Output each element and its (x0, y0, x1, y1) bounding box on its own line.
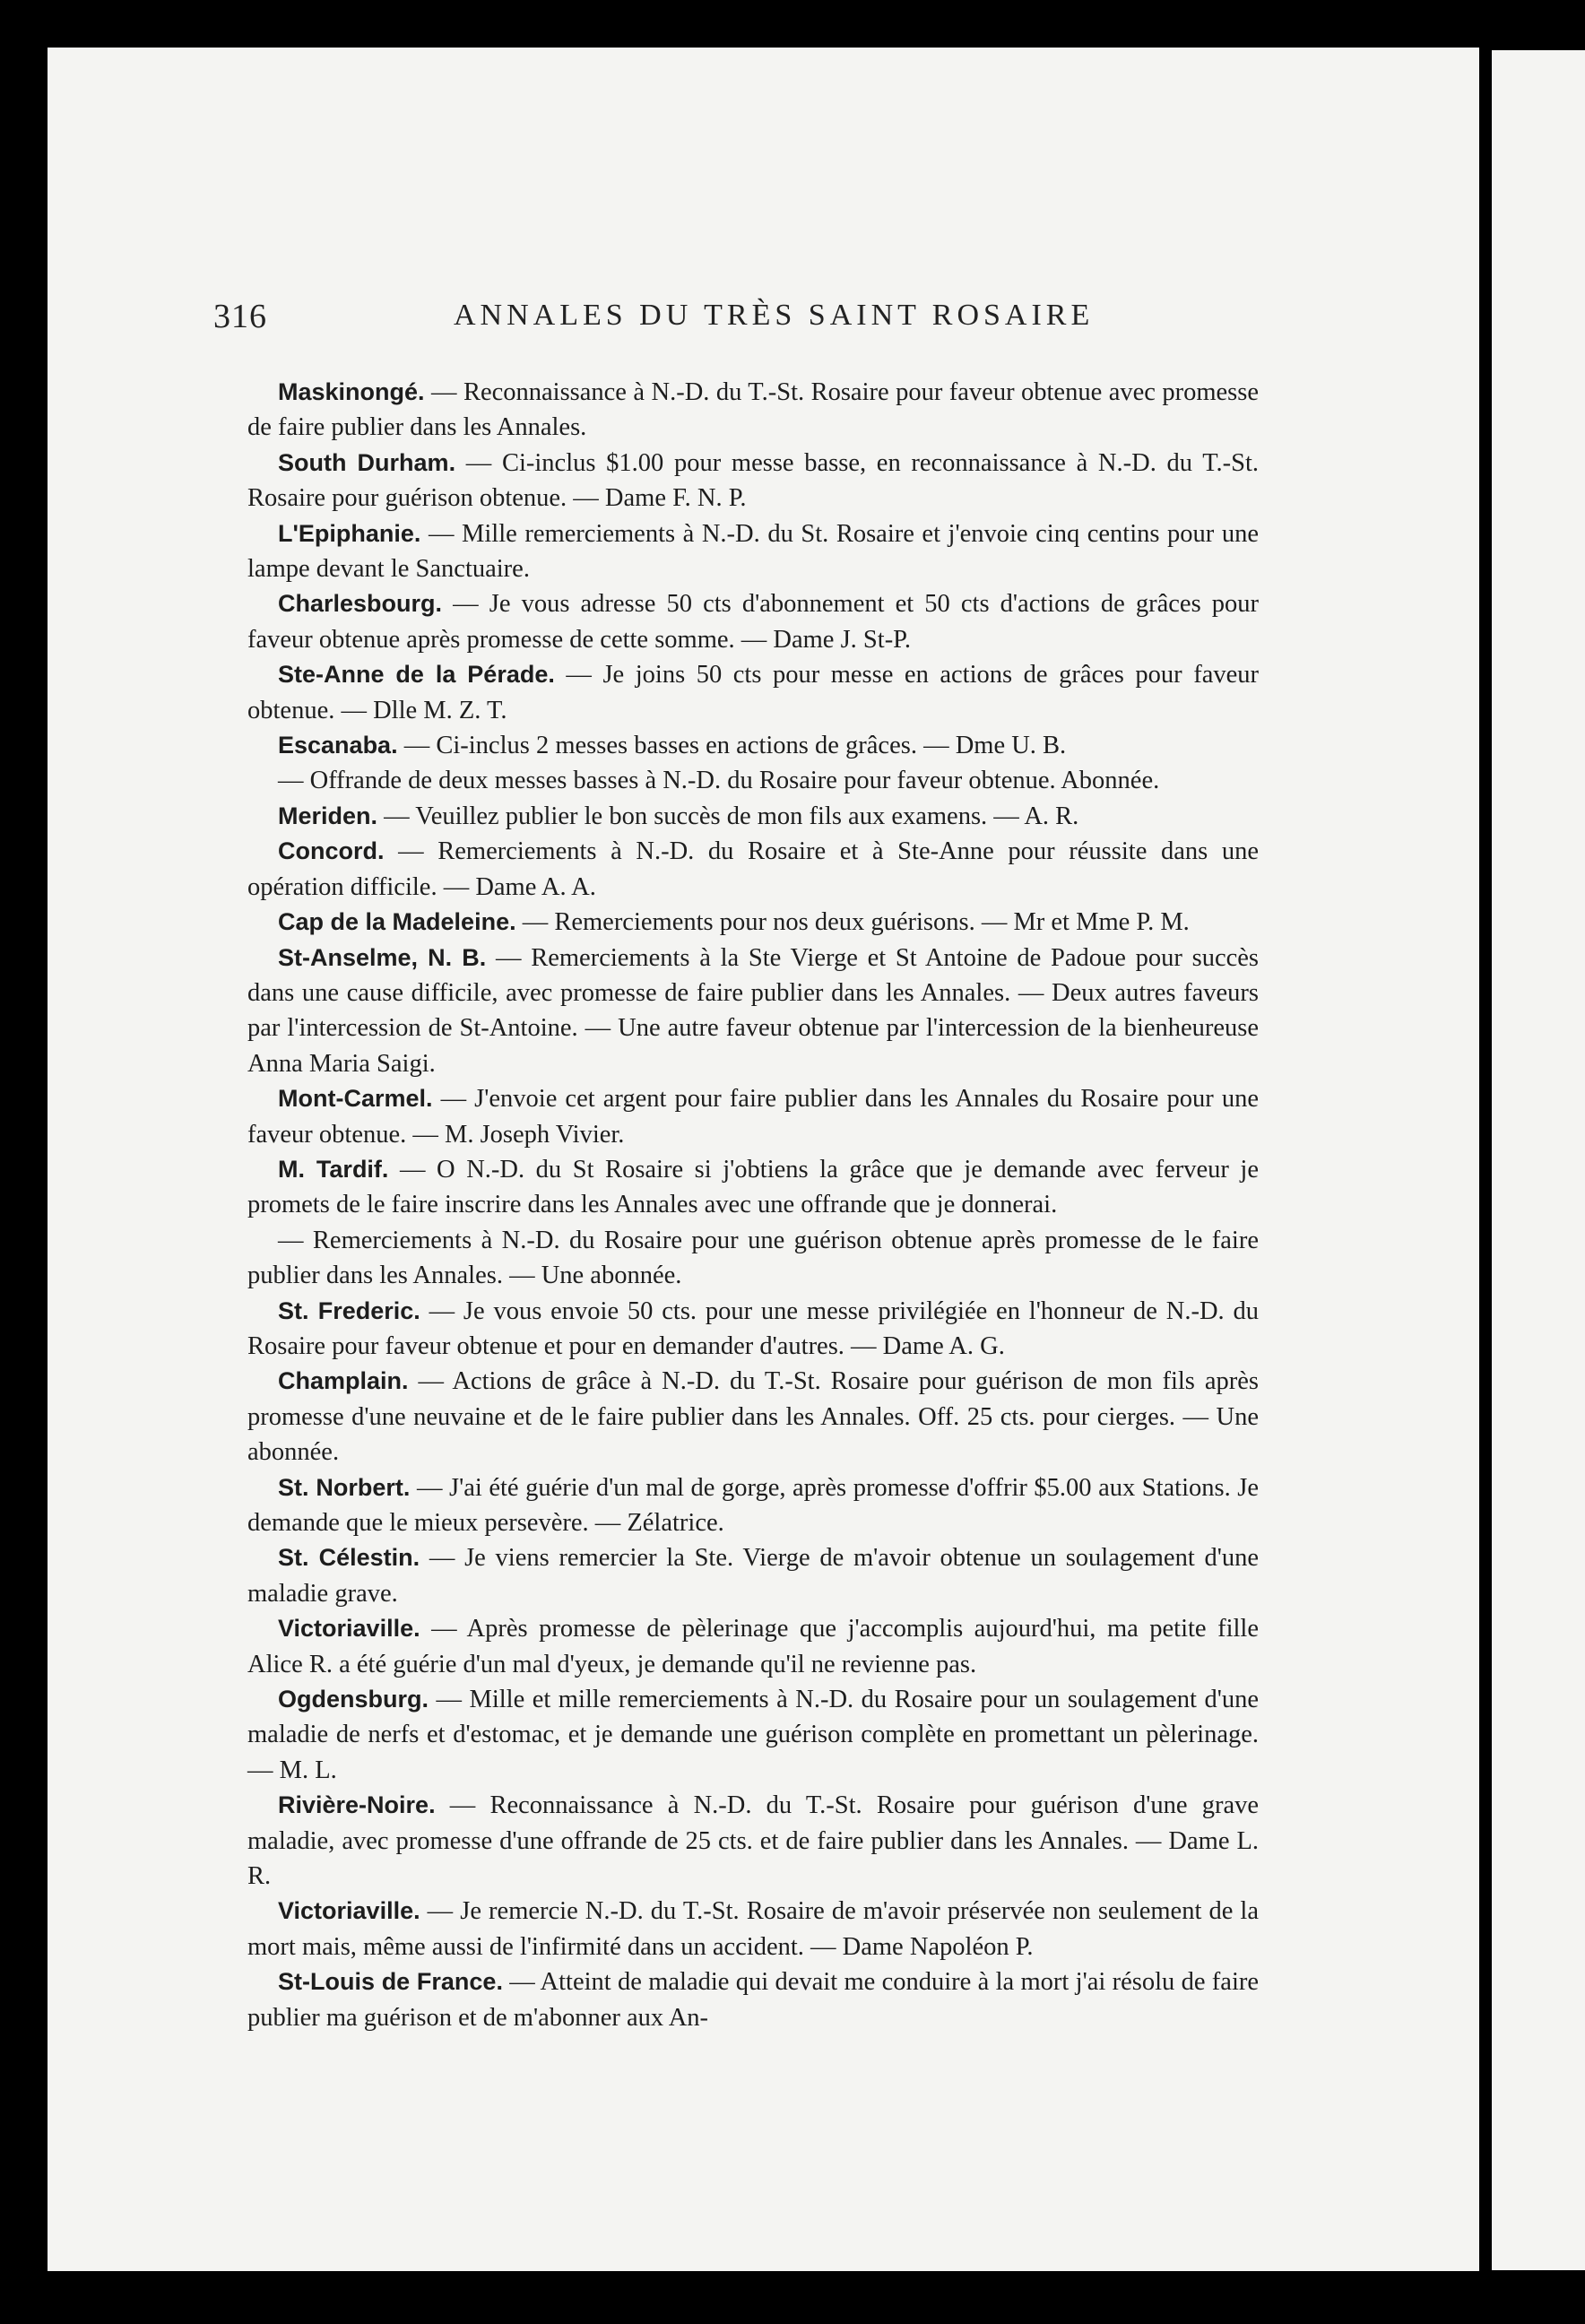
entry (247, 1470, 1259, 1541)
entry-text: — Après promesse de pèlerinage que j'accomplis aujourd'hui, ma petite fille Alice R. a été guérie d'un mal d'yeux, je demande qu'il ne revienne pas. (247, 1615, 1259, 1678)
entry (247, 657, 1259, 728)
entry-place: Concord. (278, 837, 385, 865)
entry-place: L'Epiphanie. (278, 519, 421, 547)
next-page-edge (1492, 50, 1585, 2270)
entry-text: — Actions de grâce à N.-D. du T.-St. Rosaire pour guérison de mon fils après promesse d'une neuvaine et de le faire publier dans les Annales. Off. 25 cts. pour cierges. — Une abonnée. (247, 1367, 1259, 1467)
page-gutter (1479, 48, 1492, 2271)
entry (247, 1540, 1259, 1611)
entry (247, 834, 1259, 905)
entry-place: Champlain. (278, 1367, 409, 1395)
entry-place: Charlesbourg. (278, 590, 443, 618)
text-body (247, 375, 1259, 2035)
entry-text: — Je remercie N.-D. du T.-St. Rosaire de m'avoir préservée non seulement de la mort mais, même aussi de l'infirmité dans un accident. — Dame Napoléon P. (247, 1897, 1259, 1961)
entry (247, 586, 1259, 657)
entry-text: — Je viens remercier la Ste. Vierge de m'avoir obtenue un soulagement d'une maladie grave. (247, 1544, 1259, 1608)
entry (247, 1081, 1259, 1152)
entry-place: Cap de la Madeleine. (278, 908, 516, 936)
entry (247, 905, 1259, 940)
entry-place: Meriden. (278, 802, 378, 829)
entry-text: — Remerciements pour nos deux guérisons. — Mr et Mme P. M. (515, 908, 1190, 937)
entry-text: — J'envoie cet argent pour faire publier dans les Annales du Rosaire pour une faveur obtenue. — M. Joseph Vivier. (247, 1085, 1259, 1149)
entry (247, 1682, 1259, 1788)
entry-text: — Remerciements à la Ste Vierge et St Antoine de Padoue pour succès dans une cause difficile, avec promesse de faire publier dans les Annales. — Deux autres faveurs par l'intercession de St-Antoine. — Une autre faveur obtenue par l'intercession de la bienheureuse Anna Maria Saigi. (247, 943, 1259, 1078)
entry (247, 1788, 1259, 1894)
entry-place: Ste-Anne de la Pérade. (278, 661, 555, 689)
entry (247, 446, 1259, 516)
entry-text: — Remerciements à N.-D. du Rosaire et à Ste-Anne pour réussite dans une opération difficile. — Dame A. A. (247, 837, 1259, 901)
entry-text: — Mille remerciements à N.-D. du St. Rosaire et j'envoie cinq centins pour une lampe devant le Sanctuaire. (247, 519, 1259, 584)
entry-text: — Je vous adresse 50 cts d'abonnement et 50 cts d'actions de grâces pour faveur obtenue après promesse de cette somme. — Dame J. St-P. (247, 590, 1259, 654)
entry-place: Victoriaville. (278, 1615, 420, 1643)
entry-place: St. Célestin. (278, 1544, 420, 1572)
entry-text: — Je joins 50 cts pour messe en actions de grâces pour faveur obtenue. — Dlle M. Z. T. (247, 661, 1259, 724)
entry-text: — Je vous envoie 50 cts. pour une messe privilégiée en l'honneur de N.-D. du Rosaire pour faveur obtenue et pour en demander d'autres. — Dame A. G. (247, 1296, 1259, 1360)
entry-text: — Reconnaissance à N.-D. du T.-St. Rosaire pour guérison d'une grave maladie, avec promesse d'une offrande de 25 cts. et de faire publier dans les Annales. — Dame L. R. (247, 1791, 1259, 1891)
entry-text: — Remerciements à N.-D. du Rosaire pour une guérison obtenue après promesse de le faire publier dans les Annales. — Une abonnée. (247, 1226, 1259, 1290)
entry (247, 1223, 1259, 1294)
entry (247, 375, 1259, 446)
entry-place: Mont-Carmel. (278, 1085, 433, 1113)
entry-place: St. Frederic. (278, 1296, 420, 1324)
entry-text: — J'ai été guérie d'un mal de gorge, après promesse d'offrir $5.00 aux Stations. Je demande que le mieux persevère. — Zélatrice. (247, 1473, 1260, 1537)
entry-place: Rivière-Noire. (278, 1791, 436, 1819)
entry-text: — Mille et mille remerciements à N.-D. du Rosaire pour un soulagement d'une maladie de nerfs et d'estomac, et je demande une guérison complète en promettant un pèlerinage. — M. L. (247, 1686, 1259, 1784)
entry (247, 941, 1259, 1082)
page-header (213, 297, 1267, 342)
entry-text: — Ci-inclus $1.00 pour messe basse, en reconnaissance à N.-D. du T.-St. Rosaire pour guérison obtenue. — Dame F. N. P. (247, 448, 1259, 513)
entry (247, 1152, 1259, 1223)
entry-place: South Durham. (278, 448, 456, 476)
entry-place: Ogdensburg. (278, 1686, 429, 1713)
page-number: 316 (213, 298, 267, 335)
running-title: ANNALES DU TRÈS SAINT ROSAIRE (454, 299, 1095, 332)
entry (247, 1294, 1259, 1365)
entry-text: — Atteint de maladie qui devait me conduire à la mort j'ai résolu de faire publier ma guérison et de m'abonner aux An- (247, 1968, 1259, 2032)
entry (247, 1611, 1259, 1682)
entry (247, 1964, 1259, 2035)
entry-place: Victoriaville. (278, 1897, 420, 1925)
entry-place: St-Louis de France. (278, 1968, 503, 1996)
entry-text: — O N.-D. du St Rosaire si j'obtiens la grâce que je demande avec ferveur je promets de le faire inscrire dans les Annales avec une offrande que je donnerai. (247, 1155, 1259, 1219)
entry-text: — Veuillez publier le bon succès de mon fils aux examens. — A. R. (377, 802, 1079, 830)
entry-place: St. Norbert. (278, 1473, 411, 1501)
entry-place: Escanaba. (278, 732, 398, 759)
entry (247, 763, 1259, 798)
entry-text: — Offrande de deux messes basses à N.-D. du Rosaire pour faveur obtenue. Abonnée. (278, 767, 1160, 795)
entry (247, 799, 1259, 834)
entry (247, 516, 1259, 587)
entry-text: — Ci-inclus 2 messes basses en actions de grâces. — Dme U. B. (397, 732, 1067, 760)
entry-place: St-Anselme, N. B. (278, 943, 487, 971)
entry (247, 1894, 1259, 1964)
entry (247, 1364, 1259, 1470)
entry-place: Maskinongé. (278, 378, 425, 405)
entry (247, 728, 1259, 763)
entry-text: — Reconnaissance à N.-D. du T.-St. Rosaire pour faveur obtenue avec promesse de faire publier dans les Annales. (247, 378, 1259, 442)
entry-place: M. Tardif. (278, 1155, 389, 1183)
